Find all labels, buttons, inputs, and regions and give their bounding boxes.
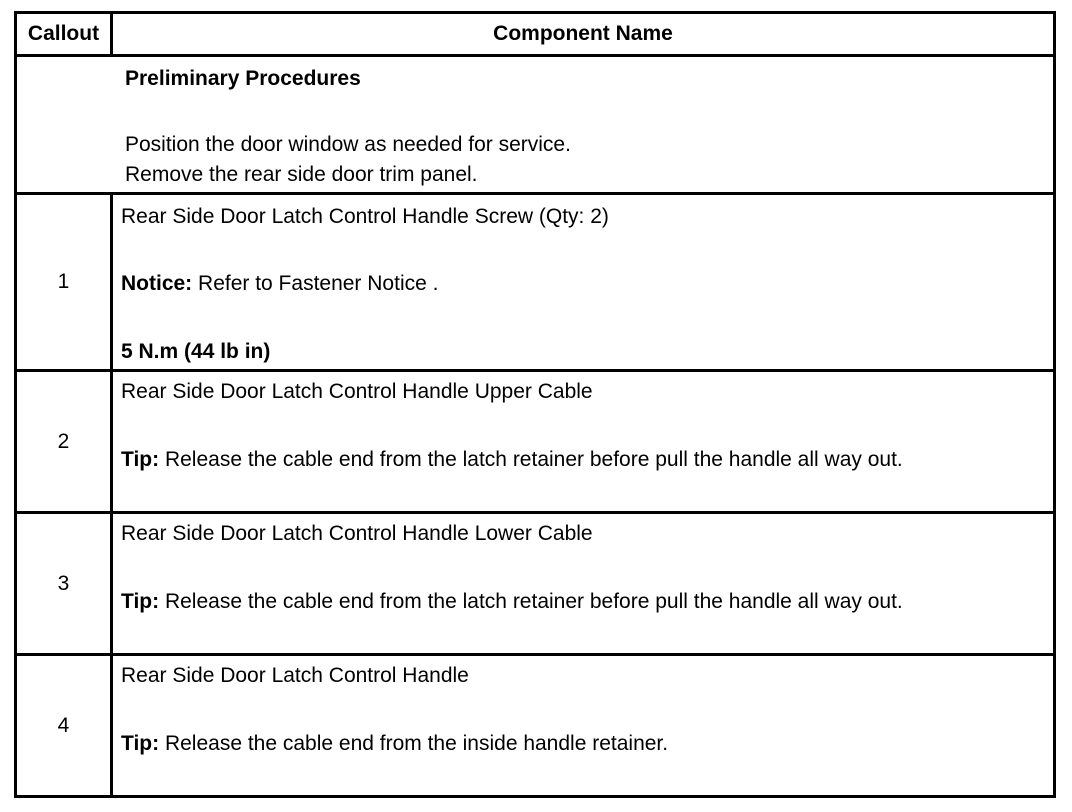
table-row (17, 514, 1053, 653)
component-note (121, 590, 903, 614)
callout-number: 1 (57, 270, 70, 293)
note-label: Notice: (121, 272, 193, 295)
preliminary-title: Preliminary Procedures (125, 67, 361, 90)
component-name: Rear Side Door Latch Control Handle Screw (Qty: 2) (121, 205, 609, 228)
table-header-row (17, 14, 1053, 54)
component-note (121, 732, 668, 756)
callout-number: 2 (57, 429, 70, 453)
column-divider (110, 14, 113, 57)
component-name: Rear Side Door Latch Control Handle (121, 664, 469, 687)
preliminary-step: Position the door window as needed for service. (125, 133, 571, 156)
component-name: Rear Side Door Latch Control Handle Upper Cable (121, 380, 593, 403)
column-divider (110, 192, 113, 795)
component-cell (113, 372, 1053, 511)
note-text: Release the cable end from the latch retainer before pull the handle all way out. (159, 590, 903, 613)
note-text: Release the cable end from the inside handle retainer. (159, 732, 669, 755)
table-row (17, 656, 1053, 795)
component-cell (113, 656, 1053, 795)
torque-spec: 5 N.m (44 lb in) (121, 340, 271, 363)
callout-number: 4 (57, 713, 70, 737)
table-row (17, 372, 1053, 511)
header-component-name: Component Name (493, 22, 673, 45)
table-row (17, 195, 1053, 369)
note-label: Tip: (121, 590, 160, 613)
procedure-table (14, 11, 1056, 798)
component-cell (113, 514, 1053, 653)
preliminary-cell (113, 57, 1053, 192)
header-callout: Callout (27, 22, 100, 45)
note-label: Tip: (121, 732, 160, 755)
preliminary-row (17, 57, 1053, 192)
component-name: Rear Side Door Latch Control Handle Lower Cable (121, 522, 593, 545)
note-text: Release the cable end from the latch retainer before pull the handle all way out. (159, 448, 903, 471)
callout-number: 3 (57, 571, 70, 595)
component-cell (113, 195, 1053, 369)
component-note (121, 272, 438, 296)
note-text: Refer to Fastener Notice . (192, 272, 439, 295)
preliminary-step: Remove the rear side door trim panel. (125, 163, 478, 186)
component-note (121, 448, 903, 472)
note-label: Tip: (121, 448, 160, 471)
